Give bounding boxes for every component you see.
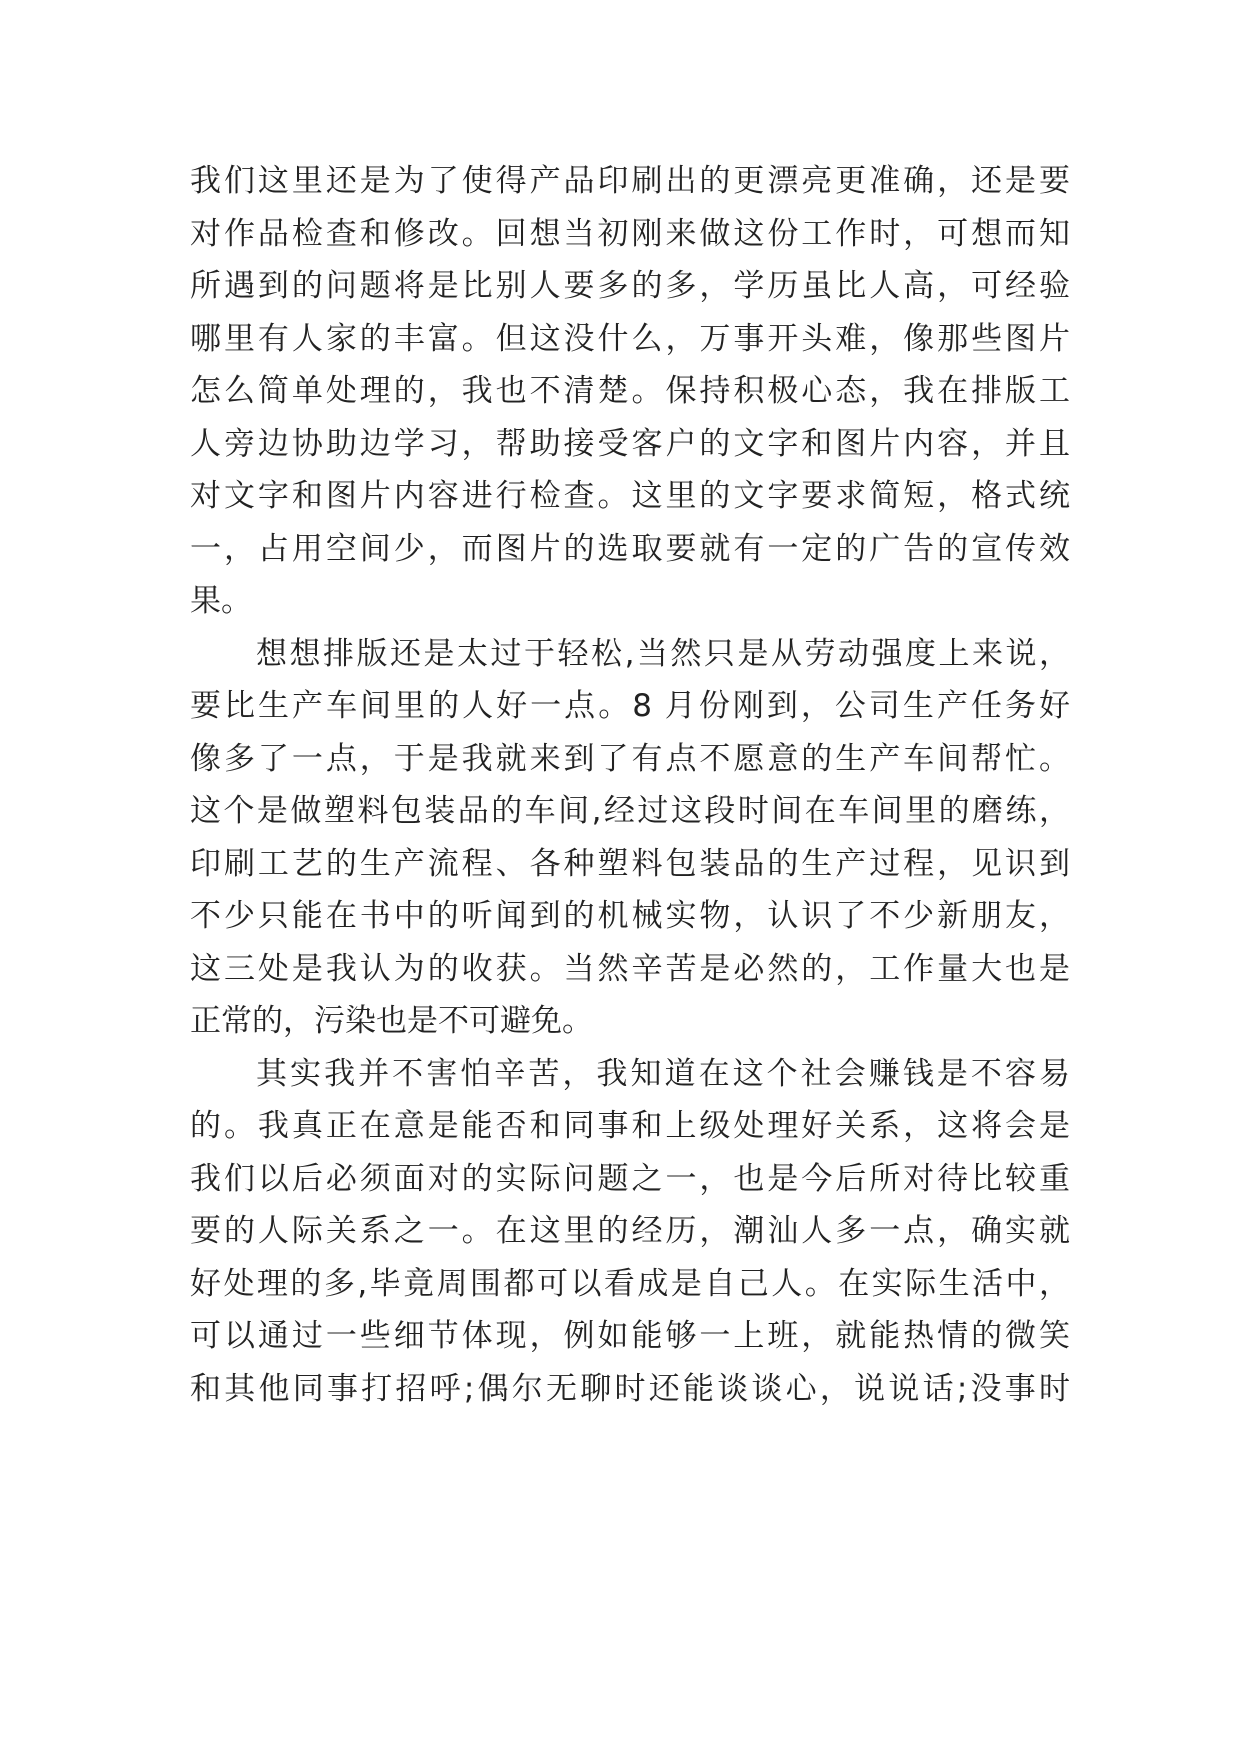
- text-line: 果。: [190, 583, 252, 619]
- text-line: 要的人际关系之一。在这里的经历，潮汕人多一点，确实就: [190, 1213, 1070, 1249]
- text-line: 这个是做塑料包装品的车间,经过这段时间在车间里的磨练，: [190, 793, 1070, 829]
- text-line: 对作品检查和修改。回想当初刚来做这份工作时，可想而知: [190, 215, 1070, 252]
- text-line: 我们以后必须面对的实际问题之一，也是今后所对待比较重: [190, 1160, 1070, 1197]
- text-line: 想想排版还是太过于轻松,当然只是从劳动强度上来说，: [256, 635, 1070, 672]
- text-line: 要比生产车间里的人好一点。8 月份刚到，公司生产任务好: [190, 688, 1070, 724]
- text-line: 不少只能在书中的听闻到的机械实物，认识了不少新朋友，: [190, 898, 1070, 934]
- text-line: 所遇到的问题将是比别人要多的多，学历虽比人高，可经验: [190, 268, 1070, 304]
- text-line: 这三处是我认为的收获。当然辛苦是必然的，工作量大也是: [190, 950, 1070, 987]
- text-line: 像多了一点，于是我就来到了有点不愿意的生产车间帮忙。: [190, 740, 1070, 777]
- text-line: 对文字和图片内容进行检查。这里的文字要求简短，格式统: [190, 478, 1070, 514]
- text-line: 哪里有人家的丰富。但这没什么，万事开头难，像那些图片: [190, 320, 1070, 357]
- text-line: 怎么简单处理的，我也不清楚。保持积极心态，我在排版工: [190, 373, 1070, 409]
- text-line: 好处理的多,毕竟周围都可以看成是自己人。在实际生活中，: [190, 1265, 1070, 1302]
- text-line: 一，占用空间少，而图片的选取要就有一定的广告的宣传效: [190, 530, 1070, 567]
- text-line: 其实我并不害怕辛苦，我知道在这个社会赚钱是不容易: [256, 1055, 1070, 1092]
- text-line: 印刷工艺的生产流程、各种塑料包装品的生产过程，见识到: [190, 845, 1070, 882]
- text-line: 人旁边协助边学习，帮助接受客户的文字和图片内容，并且: [190, 425, 1070, 462]
- text-line: 正常的，污染也是不可避免。: [190, 1003, 593, 1039]
- text-line: 可以通过一些细节体现，例如能够一上班，就能热情的微笑: [190, 1318, 1070, 1354]
- body-text: [190, 155, 1070, 1415]
- text-line: 的。我真正在意是能否和同事和上级处理好关系，这将会是: [190, 1108, 1070, 1144]
- text-line: 和其他同事打招呼;偶尔无聊时还能谈谈心，说说话;没事时: [190, 1370, 1070, 1407]
- text-line: 我们这里还是为了使得产品印刷出的更漂亮更准确，还是要: [190, 163, 1070, 199]
